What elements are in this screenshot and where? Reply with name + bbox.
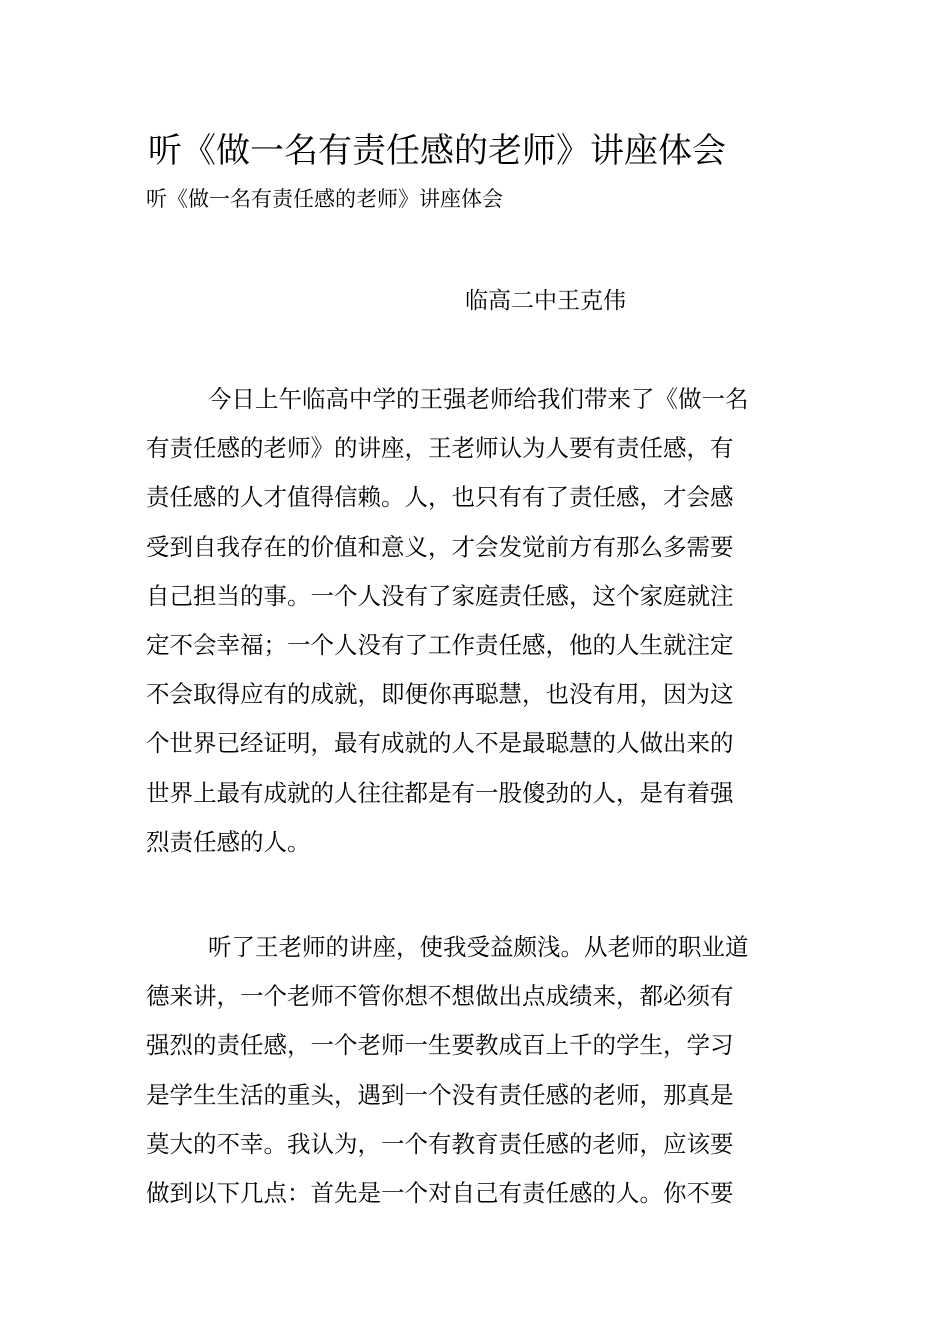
paragraph-line: 责任感的人才值得信赖。人，也只有有了责任感，才会感 (146, 483, 734, 512)
paragraph-line: 德来讲，一个老师不管你想不想做出点成绩来，都必须有 (146, 982, 734, 1011)
paragraph-line: 莫大的不幸。我认为，一个有教育责任感的老师，应该要 (146, 1129, 734, 1158)
paragraph-line: 世界上最有成就的人往往都是有一股傻劲的人，是有着强 (146, 778, 734, 807)
body-paragraph-1 (146, 375, 808, 867)
author-line: 临高二中王克伟 (465, 288, 626, 314)
paragraph-line: 不会取得应有的成就，即便你再聪慧，也没有用，因为这 (146, 680, 734, 709)
paragraph-line: 强烈的责任感，一个老师一生要教成百上千的学生，学习 (146, 1031, 734, 1060)
paragraph-line: 做到以下几点：首先是一个对自己有责任感的人。你不要 (146, 1178, 734, 1207)
paragraph-line: 定不会幸福；一个人没有了工作责任感，他的人生就注定 (146, 630, 734, 659)
document-subtitle: 听《做一名有责任感的老师》讲座体会 (146, 187, 503, 211)
paragraph-line: 自己担当的事。一个人没有了家庭责任感，这个家庭就注 (146, 581, 734, 610)
paragraph-line: 听了王老师的讲座，使我受益颇浅。从老师的职业道 (208, 933, 749, 961)
body-paragraph-2 (146, 923, 808, 1218)
paragraph-line: 个世界已经证明，最有成就的人不是最聪慧的人做出来的 (146, 729, 734, 758)
document-title: 听《做一名有责任感的老师》讲座体会 (148, 131, 726, 171)
paragraph-line: 有责任感的老师》的讲座，王老师认为人要有责任感，有 (146, 434, 734, 463)
paragraph-line: 烈责任感的人。 (146, 827, 311, 856)
paragraph-line: 是学生生活的重头，遇到一个没有责任感的老师，那真是 (146, 1080, 734, 1109)
paragraph-line: 受到自我存在的价值和意义，才会发觉前方有那么多需要 (146, 532, 734, 561)
paragraph-line: 今日上午临高中学的王强老师给我们带来了《做一名 (208, 385, 749, 413)
